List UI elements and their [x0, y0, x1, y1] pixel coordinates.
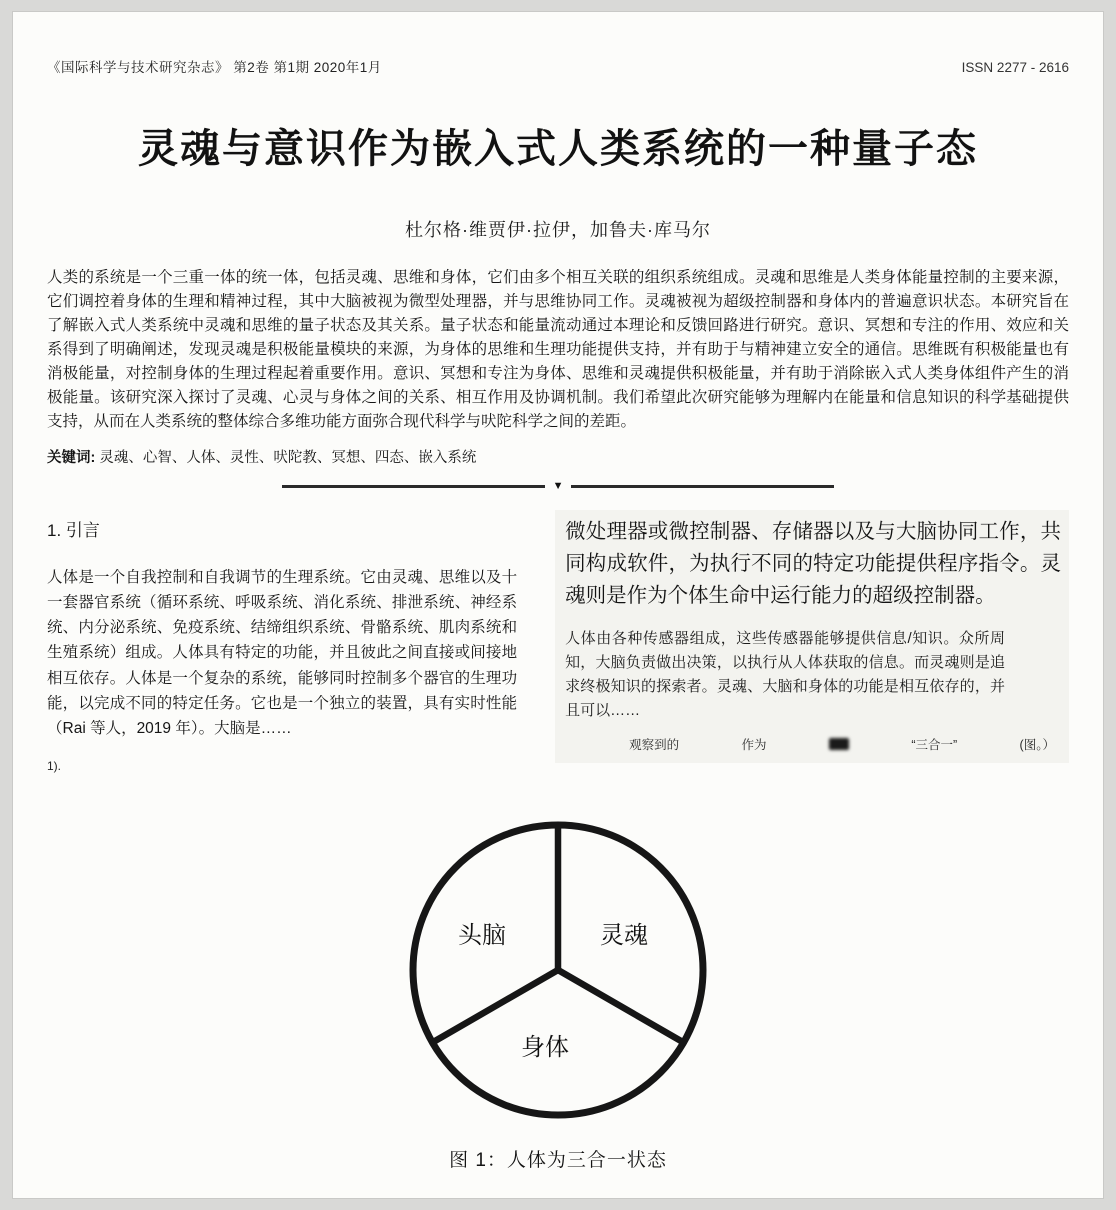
keywords-line [47, 446, 1069, 467]
divider-line-left [282, 485, 545, 488]
keywords-text: 灵魂、心智、人体、灵性、吠陀教、冥想、四态、嵌入系统 [99, 450, 477, 467]
fragment-as: 作为 [741, 738, 767, 753]
fragment-trinity: “三合一” [911, 738, 958, 753]
issn-number: ISSN 2277 - 2616 [961, 60, 1069, 75]
right-column-body-paragraph: 人体由各种传感器组成，这些传感器能够提供信息/知识。众所周知，大脑负责做出决策，以执行从人体获取的信息。而灵魂则是追求终极知识的探索者。灵魂、大脑和身体的功能是相互依存的，并且可以…… [565, 630, 1005, 720]
journal-info: 《国际科学与技术研究杂志》 第2卷 第1期 2020年1月 [47, 60, 382, 75]
footnote-marker: 1). [47, 758, 62, 773]
divider-line-lower-left [432, 970, 558, 1043]
left-column [47, 510, 517, 773]
paper-page [13, 12, 1103, 1198]
right-column [555, 510, 1069, 763]
sector-label-body: 身体 [521, 1033, 569, 1061]
paper-title: 灵魂与意识作为嵌入式人类系统的一种量子态 [138, 127, 978, 171]
sector-label-soul: 灵魂 [600, 921, 648, 949]
fragment-figure-ref: (图。） [1019, 738, 1055, 753]
authors-line: 杜尔格·维贾伊·拉伊，加鲁夫·库马尔 [405, 220, 711, 240]
divider-triangle-icon: ▼ [552, 480, 564, 493]
ink-smudge [829, 738, 849, 750]
blurred-text-fragment [629, 735, 1055, 753]
abstract-text: 人类的系统是一个三重一体的统一体，包括灵魂、思维和身体，它们由多个相互关联的组织系统组成。灵魂和思维是人类身体能量控制的主要来源，它们调控着身体的生理和精神过程，其中大脑被视为微型处理器，并与思维协同工作。灵魂被视为超级控制器和身体内的普遍意识状态。本研究旨在了解嵌入式人类系统中灵魂和思维的量子状态及其关系。量子状态和能量流动通过本理论和反馈回路进行研究。意识、冥想和专注的作用、效应和关系得到了明确阐述，发现灵魂是积极能量模块的来源，为身体的思维和生理功能提供支持，并有助于与精神建立安全的通信。思维既有积极能量也有消极能量，对控制身体的生理过程起着重要作用。意识、冥想和专注为身体、思维和灵魂提供积极能量，并有助于消除嵌入式人类身体组件产生的消极能量。该研究深入探讨了灵魂、心灵与身体之间的关系、相互作用及协调机制。我们希望此次研究能够为理解内在能量和信息知识的科学基础提供支持，从而在人类系统的整体综合多维功能方面弥合现代科学与吠陀科学之间的差距。 [47, 269, 1069, 431]
divider-line-right [571, 485, 834, 488]
introduction-paragraph: 人体是一个自我控制和自我调节的生理系统。它由灵魂、思维以及十一套器官系统（循环系统、呼吸系统、消化系统、排泄系统、神经系统、内分泌系统、免疫系统、结缔组织系统、骨骼系统、肌肉系统和生殖系统）组成。人体具有特定的功能，并且彼此之间直接或间接地相互依存。人体是一个复杂的系统，能够同时控制多个器官的生理功能，以完成不同的特定任务。它也是一个独立的装置，具有实时性能（Rai 等人，2019 年）。大脑是…… [47, 569, 518, 737]
divider-line-lower-right [558, 970, 684, 1043]
fragment-observed: 观察到的 [629, 738, 680, 753]
section-heading-introduction: 1. 引言 [47, 521, 100, 541]
right-column-lead-paragraph: 微处理器或微控制器、存储器以及与大脑协同工作，共同构成软件，为执行不同的特定功能提供程序指令。灵魂则是作为个体生命中运行能力的超级控制器。 [565, 520, 1061, 607]
section-divider [282, 481, 834, 492]
trinity-circle-diagram [358, 787, 758, 1137]
page-header [47, 56, 1069, 76]
figure-caption: 图 1：人体为三合一状态 [449, 1149, 667, 1171]
keywords-label: 关键词: [47, 450, 96, 467]
figure-1 [47, 787, 1069, 1172]
sector-label-mind: 头脑 [458, 921, 506, 949]
two-column-body [47, 510, 1069, 773]
